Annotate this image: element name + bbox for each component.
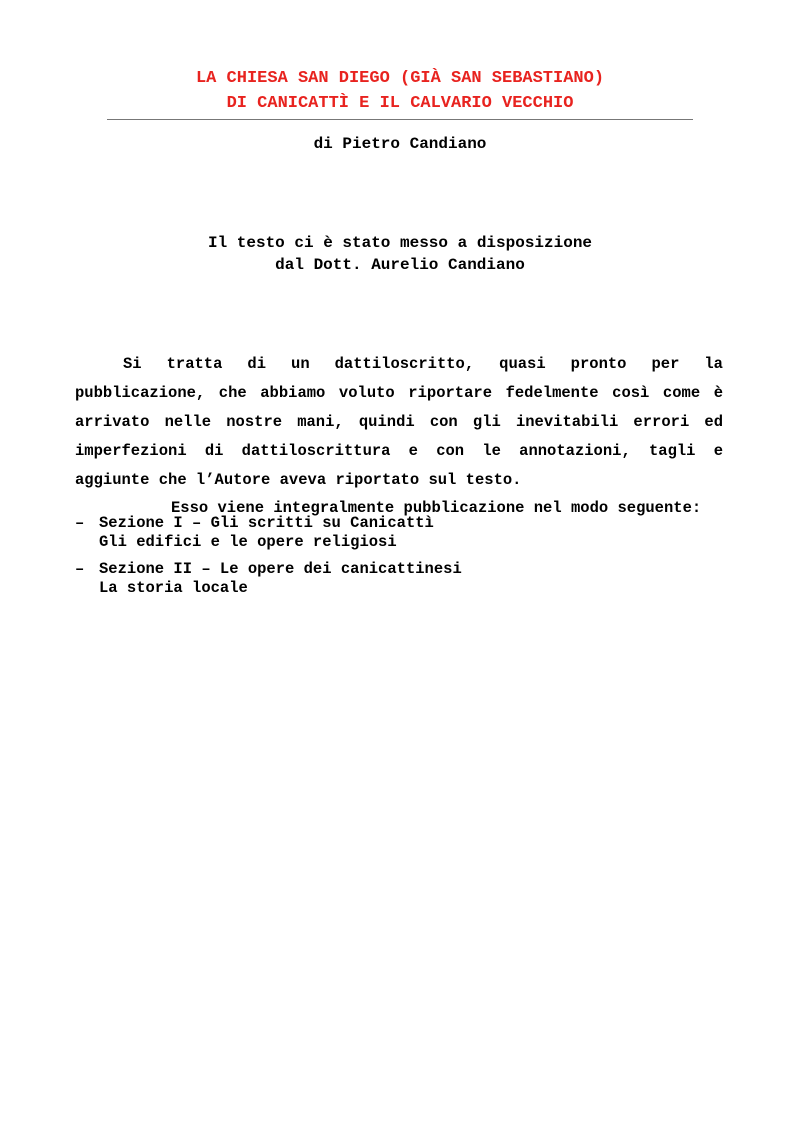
publication-note: Esso viene integralmente pubblicazione nel modo seguente: (171, 499, 702, 517)
credit-note (0, 232, 800, 276)
credit-line-2: dal Dott. Aurelio Candiano (275, 256, 525, 274)
section-list (75, 514, 723, 606)
section-title: Sezione II – Le opere dei canicattinesi (99, 560, 462, 578)
section-title: Sezione I – Gli scritti su Canicattì (99, 514, 434, 532)
intro-paragraph: Si tratta di un dattiloscritto, quasi pronto per la pubblicazione, che abbiamo voluto riportare fedelmente così come è arrivato nelle nostre mani, quindi con gli inevitabili errori ed imperfezioni di dattiloscrittura e con le annotazioni, tagli e aggiunte che l’Autore aveva riportato sul testo. (75, 355, 723, 489)
section-item-1 (75, 514, 723, 552)
author-line: di Pietro Candiano (313, 135, 487, 153)
section-dash: – (75, 560, 85, 578)
document-title (0, 66, 800, 116)
section-subtitle: Gli edifici e le opere religiosi (99, 533, 397, 551)
title-line-2: DI CANICATTÌ E IL CALVARIO VECCHIO (226, 94, 574, 113)
section-item-2 (75, 560, 723, 598)
section-subtitle: La storia locale (99, 579, 248, 597)
title-line-1: LA CHIESA SAN DIEGO (GIÀ SAN SEBASTIANO) (195, 69, 605, 88)
title-divider (107, 119, 693, 120)
section-dash: – (75, 514, 85, 532)
body-text (75, 350, 723, 522)
credit-line-1: Il testo ci è stato messo a disposizione (207, 234, 593, 252)
